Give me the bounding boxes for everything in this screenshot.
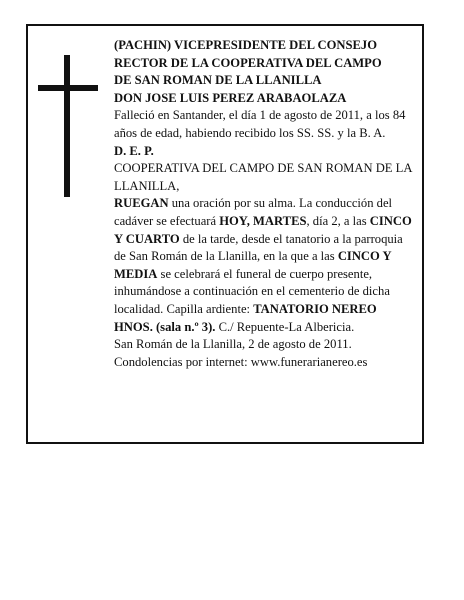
death-notice: Falleció en Santander, el día 1 de agosto de 2011, a los 84 años de edad, habiendo recibido los SS. SS. y la B. A.	[114, 108, 406, 140]
funeral-text-1: una oración por su alma. La conducción del cadáver se efectuará	[114, 196, 393, 228]
place-and-date: San Román de la Llanilla, 2 de agosto de 2011.	[114, 337, 352, 352]
funeral-text-3: de la tarde, desde el tanatorio a la parroquia de San Román de la Llanilla, en la que a las	[114, 231, 403, 264]
condolences-line: Condolencias por internet: www.funerarianereo.es	[114, 354, 368, 369]
cinco-y-cuarto: CINCO Y CUARTO	[114, 213, 412, 246]
funeral-text-2: , día 2, a las	[306, 213, 370, 228]
ruegan-word: RUEGAN	[114, 196, 169, 211]
funeral-text-5: C./ Repuente-La Albericia.	[215, 319, 355, 334]
cross-horizontal-bar	[38, 85, 98, 91]
hoy-martes: HOY, MARTES	[219, 213, 307, 228]
funeral-details	[114, 195, 416, 336]
dep-abbreviation: D. E. P.	[114, 143, 154, 158]
header-line-3: DE SAN ROMAN DE LA LLANILLA	[114, 73, 322, 88]
organization-name: COOPERATIVA DEL CAMPO DE SAN ROMAN DE LA LLANILLA,	[114, 161, 412, 193]
tanatorio-name: TANATORIO NEREO HNOS. (sala n.º 3).	[114, 301, 377, 334]
cinco-y-media: CINCO Y MEDIA	[114, 249, 392, 281]
header-line-1: (PACHIN) VICEPRESIDENTE DEL CONSEJO	[114, 38, 377, 52]
deceased-name: DON JOSE LUIS PEREZ ARABAOLAZA	[114, 90, 347, 105]
header-line-2: RECTOR DE LA COOPERATIVA DEL CAMPO	[114, 55, 382, 70]
funeral-text-4: se celebrará el funeral de cuerpo presente, inhumándose a continuación en el cementerio de dicha localidad. Capilla ardiente:	[114, 266, 390, 316]
obituary-text	[114, 37, 416, 371]
cross-vertical-bar	[64, 55, 70, 197]
